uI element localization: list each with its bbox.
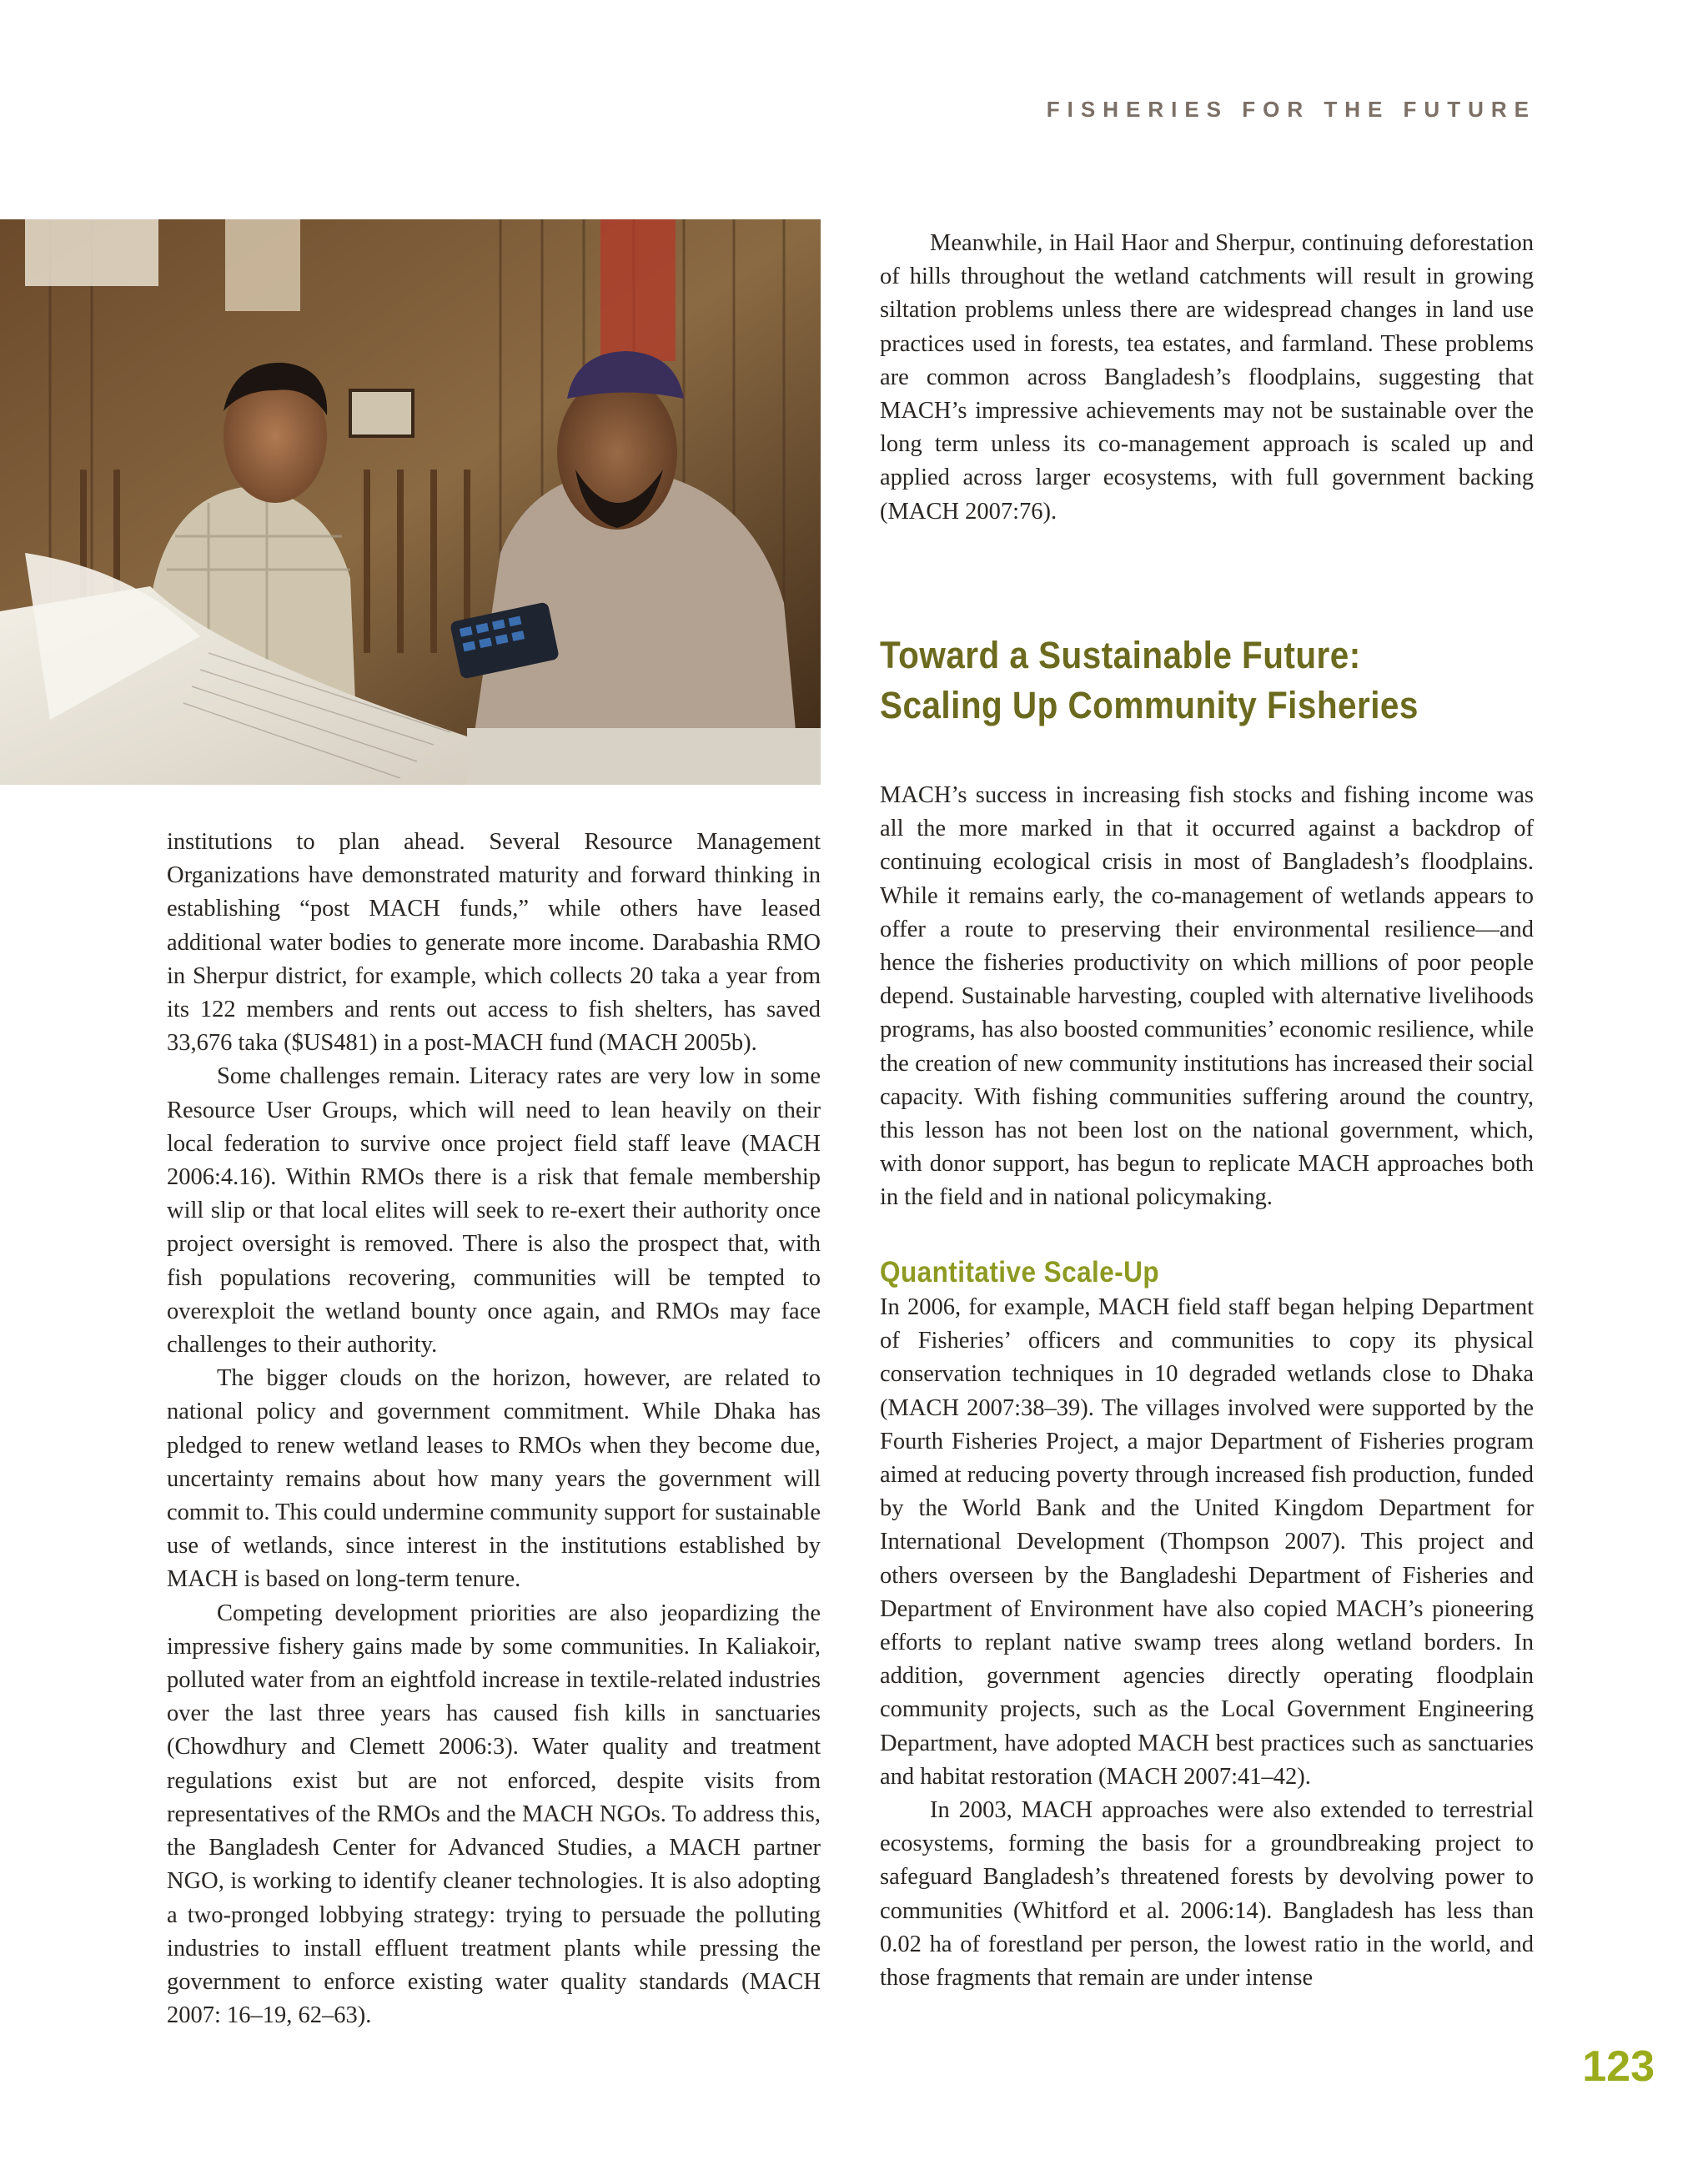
- photo-two-men-ledger: [0, 219, 821, 785]
- photo-illustration: [0, 219, 821, 785]
- section-heading-line-1: Toward a Sustainable Future:: [880, 634, 1361, 676]
- left-column-text: [167, 826, 821, 2032]
- page-number: 123: [1582, 2042, 1655, 2091]
- running-head: FISHERIES FOR THE FUTURE: [1046, 97, 1536, 122]
- paragraph: In 2003, MACH approaches were also extended to terrestrial ecosystems, forming the basis for a groundbreaking project to safeguard Bangladesh’s threatened forests by devolving power to communities (Whitford et al. 2006:14). Bangladesh has less than 0.02 ha of forestland per person, the lowest ratio in the world, and those fragments that remain are under intense: [880, 1797, 1534, 1992]
- section-heading-line-2: Scaling Up Community Fisheries: [880, 684, 1419, 726]
- right-column-intro: [880, 227, 1534, 529]
- paragraph: Meanwhile, in Hail Haor and Sherpur, continuing deforestation of hills throughout the wetland catchments will result in growing siltation problems unless there are widespread changes in land use practices used in forests, tea estates, and farmland. These problems are common across Bangladesh’s floodplains, suggesting that MACH’s impressive achievements may not be sustainable over the long term unless its co-management approach is scaled up and applied across larger ecosystems, with full government backing (MACH 2007:76).: [880, 230, 1534, 525]
- paragraph: The bigger clouds on the horizon, however, are related to national policy and government commitment. While Dhaka has pledged to renew wetland leases to RMOs when they become due, uncertainty remains about how many years the government will commit to. This could undermine community support for sustainable use of wetlands, since interest in the institutions established by MACH is based on long-term tenure.: [167, 1365, 821, 1593]
- paragraph: In 2006, for example, MACH field staff began helping Department of Fisheries’ officers and communities to copy its physical conservation techniques in 10 degraded wetlands close to Dhaka (MACH 2007:38–39). The villages involved were supported by the Fourth Fisheries Project, a major Department of Fisheries program aimed at reducing poverty through increased fish production, funded by the World Bank and the United Kingdom Department for International Development (Thompson 2007). This project and others overseen by the Bangladeshi Department of Fisheries and Department of Environment have also copied MACH’s pioneering efforts to replant native swamp trees along wetland borders. In addition, government agencies directly operating floodplain community projects, such as the Local Government Engineering Department, have adopted MACH best practices such as sanctuaries and habitat restoration (MACH 2007:41–42).: [880, 1294, 1534, 1790]
- paragraph: institutions to plan ahead. Several Resource Management Organizations have demonstrated maturity and forward thinking in establishing “post MACH funds,” while others have leased additional water bodies to generate more income. Darabashia RMO in Sherpur district, for example, which collects 20 taka a year from its 122 members and rents out access to fish shelters, has saved 33,676 taka ($US481) in a post-MACH fund (MACH 2005b).: [167, 829, 821, 1057]
- paragraph: Some challenges remain. Literacy rates are very low in some Resource User Groups, which will need to lean heavily on their local federation to survive once project field staff leave (MACH 2006:4.16). Within RMOs there is a risk that female membership will slip or that local elites will seek to re-exert their authority once project oversight is removed. There is also the prospect that, with fish populations recovering, communities will be tempted to overexploit the wetland bounty once again, and RMOs may face challenges to their authority.: [167, 1063, 821, 1359]
- subsection-heading: Quantitative Scale-Up: [880, 1256, 1160, 1288]
- section-heading: [880, 630, 1480, 731]
- right-column-section-text: [880, 779, 1534, 1215]
- paragraph: MACH’s success in increasing fish stocks and fishing income was all the more marked in that it occurred against a backdrop of continuing ecological crisis in most of Bangladesh’s floodplains. While it remains early, the co-management of wetlands appears to offer a route to preserving their environmental resilience—and hence the fisheries productivity on which millions of poor people depend. Sustainable harvesting, coupled with alternative livelihoods programs, has also boosted communities’ economic resilience, while the creation of new community institutions has increased their social capacity. With fishing communities suffering around the country, this lesson has not been lost on the national government, which, with donor support, has begun to replicate MACH approaches both in the field and in national policymaking.: [880, 782, 1534, 1211]
- right-column-subsection-text: [880, 1291, 1534, 1995]
- paragraph: Competing development priorities are also jeopardizing the impressive fishery gains made by some communities. In Kaliakoir, polluted water from an eightfold increase in textile-related industries over the last three years has caused fish kills in sanctuaries (Chowdhury and Clemett 2006:3). Water quality and treatment regulations exist but are not enforced, despite visits from representatives of the RMOs and the MACH NGOs. To address this, the Bangladesh Center for Advanced Studies, a MACH partner NGO, is working to identify cleaner technologies. It is also adopting a two-pronged lobbying strategy: trying to persuade the polluting industries to install effluent treatment plants while pressing the government to enforce existing water quality standards (MACH 2007: 16–19, 62–63).: [167, 1600, 821, 2029]
